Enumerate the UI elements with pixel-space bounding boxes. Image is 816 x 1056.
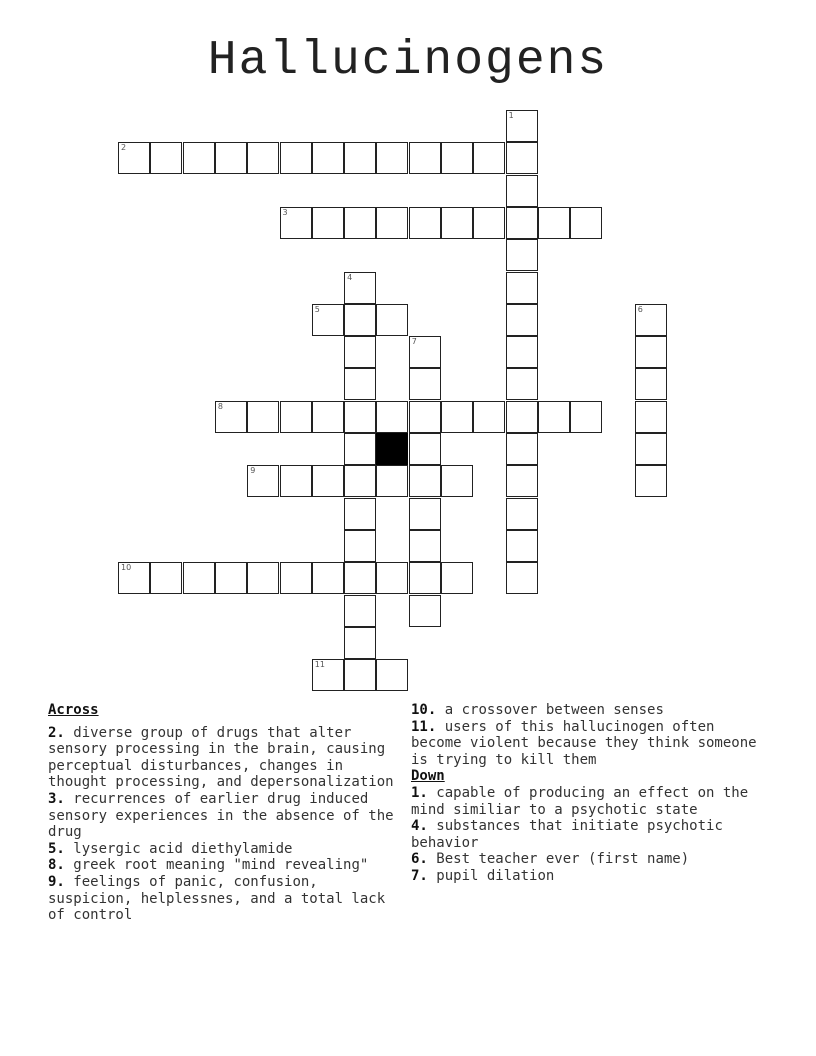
- grid-cell[interactable]: [506, 336, 538, 368]
- clue-text: users of this hallucinogen often become violent because they think someone is trying to kill them: [411, 718, 757, 768]
- clue-text: lysergic acid diethylamide: [73, 840, 293, 857]
- grid-cell[interactable]: [570, 207, 602, 239]
- grid-cell[interactable]: [506, 433, 538, 465]
- clue-number: 1.: [411, 784, 428, 801]
- grid-cell[interactable]: [441, 562, 473, 594]
- grid-cell[interactable]: [344, 142, 376, 174]
- grid-cell[interactable]: [409, 207, 441, 239]
- grid-cell[interactable]: [280, 562, 312, 594]
- grid-cell[interactable]: [506, 562, 538, 594]
- grid-cell[interactable]: [506, 272, 538, 304]
- grid-cell[interactable]: [635, 465, 667, 497]
- grid-cell[interactable]: [441, 465, 473, 497]
- grid-cell[interactable]: [506, 465, 538, 497]
- cell-number: 10: [121, 563, 132, 573]
- clue-text: a crossover between senses: [444, 702, 664, 718]
- clue-across-9: [48, 874, 403, 924]
- cell-number: 4: [347, 272, 353, 282]
- grid-cell[interactable]: [409, 562, 441, 594]
- grid-cell[interactable]: [473, 142, 505, 174]
- grid-cell[interactable]: [183, 562, 215, 594]
- grid-cell[interactable]: [409, 142, 441, 174]
- grid-cell[interactable]: [635, 336, 667, 368]
- clue-down-1: [411, 785, 771, 818]
- clues-column-right: [411, 702, 771, 885]
- cell-number: 6: [637, 304, 643, 314]
- grid-cell[interactable]: [376, 562, 408, 594]
- grid-cell[interactable]: [118, 562, 150, 594]
- clue-number: 8.: [48, 857, 65, 874]
- grid-cell[interactable]: [376, 401, 408, 433]
- clue-number: 6.: [411, 851, 428, 868]
- cell-number: 5: [314, 304, 320, 314]
- grid-cell[interactable]: [150, 142, 182, 174]
- cell-number: 7: [411, 337, 417, 347]
- grid-cell[interactable]: [409, 530, 441, 562]
- clue-across-2: [48, 725, 403, 791]
- clue-across-11: [411, 719, 771, 769]
- cell-number: 3: [282, 207, 288, 217]
- grid-cell[interactable]: [506, 304, 538, 336]
- cell-number: 9: [250, 466, 256, 476]
- grid-cell[interactable]: [215, 401, 247, 433]
- grid-cell[interactable]: [506, 530, 538, 562]
- grid-cell[interactable]: [344, 304, 376, 336]
- clue-number: 3.: [48, 790, 65, 807]
- grid-cell[interactable]: [247, 142, 279, 174]
- grid-cell[interactable]: [312, 562, 344, 594]
- grid-block-cell: [376, 433, 408, 465]
- clues-column-left: [48, 702, 403, 924]
- clue-number: 11.: [411, 718, 437, 735]
- cell-number: 8: [217, 401, 223, 411]
- grid-cell[interactable]: [344, 659, 376, 691]
- grid-cell[interactable]: [344, 562, 376, 594]
- cell-number: 11: [314, 660, 325, 670]
- clue-text: pupil dilation: [436, 867, 555, 884]
- across-heading: Across: [48, 702, 99, 718]
- clue-text: capable of producing an effect on the mind similiar to a psychotic state: [411, 784, 749, 818]
- grid-cell[interactable]: [441, 207, 473, 239]
- grid-cell[interactable]: [635, 304, 667, 336]
- grid-cell[interactable]: [312, 659, 344, 691]
- grid-cell[interactable]: [635, 401, 667, 433]
- down-heading: Down: [411, 768, 445, 785]
- grid-cell[interactable]: [183, 142, 215, 174]
- clue-text: Best teacher ever (first name): [436, 851, 690, 868]
- clue-number: 5.: [48, 840, 65, 857]
- grid-cell[interactable]: [247, 401, 279, 433]
- clue-down-7: [411, 868, 771, 885]
- grid-cell[interactable]: [376, 207, 408, 239]
- grid-cell[interactable]: [376, 142, 408, 174]
- grid-cell[interactable]: [473, 207, 505, 239]
- grid-cell[interactable]: [344, 530, 376, 562]
- grid-cell[interactable]: [215, 562, 247, 594]
- grid-cell[interactable]: [312, 142, 344, 174]
- grid-cell[interactable]: [247, 465, 279, 497]
- grid-cell[interactable]: [409, 465, 441, 497]
- grid-cell[interactable]: [635, 368, 667, 400]
- grid-cell[interactable]: [409, 401, 441, 433]
- clue-down-4: [411, 818, 771, 851]
- grid-cell[interactable]: [344, 207, 376, 239]
- grid-cell[interactable]: [409, 433, 441, 465]
- grid-cell[interactable]: [344, 336, 376, 368]
- grid-cell[interactable]: [344, 433, 376, 465]
- clue-number: 2.: [48, 724, 65, 741]
- grid-cell[interactable]: [150, 562, 182, 594]
- grid-cell[interactable]: [344, 272, 376, 304]
- grid-cell[interactable]: [376, 659, 408, 691]
- grid-cell[interactable]: [312, 401, 344, 433]
- grid-cell[interactable]: [344, 595, 376, 627]
- grid-cell[interactable]: [344, 368, 376, 400]
- grid-cell[interactable]: [506, 498, 538, 530]
- grid-cell[interactable]: [312, 465, 344, 497]
- clue-text: greek root meaning "mind revealing": [73, 857, 369, 874]
- grid-cell[interactable]: [506, 110, 538, 142]
- clue-number: 7.: [411, 867, 428, 884]
- cell-number: 1: [508, 111, 514, 120]
- grid-cell[interactable]: [344, 401, 376, 433]
- grid-cell[interactable]: [215, 142, 247, 174]
- grid-cell[interactable]: [506, 175, 538, 207]
- grid-cell[interactable]: [280, 207, 312, 239]
- grid-cell[interactable]: [280, 401, 312, 433]
- grid-cell[interactable]: [344, 465, 376, 497]
- grid-cell[interactable]: [409, 336, 441, 368]
- grid-cell[interactable]: [344, 627, 376, 659]
- clue-across-8: [48, 857, 403, 874]
- puzzle-title: Hallucinogens: [207, 34, 609, 88]
- grid-cell[interactable]: [409, 368, 441, 400]
- grid-cell[interactable]: [506, 142, 538, 174]
- clue-text: diverse group of drugs that alter sensory processing in the brain, causing perceptual disturbances, changes in thought processing, and depersonalization: [48, 724, 394, 791]
- grid-cell[interactable]: [376, 304, 408, 336]
- clue-across-10: [411, 702, 771, 719]
- grid-cell[interactable]: [312, 207, 344, 239]
- grid-cell[interactable]: [376, 465, 408, 497]
- clue-text: feelings of panic, confusion, suspicion, helplessnes, and a total lack of control: [48, 873, 386, 924]
- grid-cell[interactable]: [570, 401, 602, 433]
- clue-across-5: [48, 841, 403, 858]
- clue-number: 4.: [411, 818, 428, 835]
- grid-cell[interactable]: [635, 433, 667, 465]
- grid-cell[interactable]: [506, 207, 538, 239]
- grid-cell[interactable]: [538, 207, 570, 239]
- clue-across-3: [48, 791, 403, 841]
- cell-number: 2: [121, 143, 127, 153]
- clue-text: substances that initiate psychotic behavior: [411, 818, 723, 851]
- grid-cell[interactable]: [409, 498, 441, 530]
- clue-down-6: [411, 851, 771, 868]
- grid-cell[interactable]: [312, 304, 344, 336]
- grid-cell[interactable]: [506, 239, 538, 271]
- grid-cell[interactable]: [441, 401, 473, 433]
- grid-cell[interactable]: [280, 142, 312, 174]
- clue-text: recurrences of earlier drug induced sensory experiences in the absence of the drug: [48, 790, 394, 841]
- grid-cell[interactable]: [506, 401, 538, 433]
- grid-cell[interactable]: [441, 142, 473, 174]
- grid-cell[interactable]: [344, 498, 376, 530]
- grid-cell[interactable]: [538, 401, 570, 433]
- grid-cell[interactable]: [506, 368, 538, 400]
- grid-cell[interactable]: [409, 595, 441, 627]
- grid-cell[interactable]: [118, 142, 150, 174]
- grid-cell[interactable]: [247, 562, 279, 594]
- grid-cell[interactable]: [473, 401, 505, 433]
- grid-cell[interactable]: [280, 465, 312, 497]
- clue-number: 10.: [411, 702, 437, 718]
- clue-number: 9.: [48, 873, 65, 890]
